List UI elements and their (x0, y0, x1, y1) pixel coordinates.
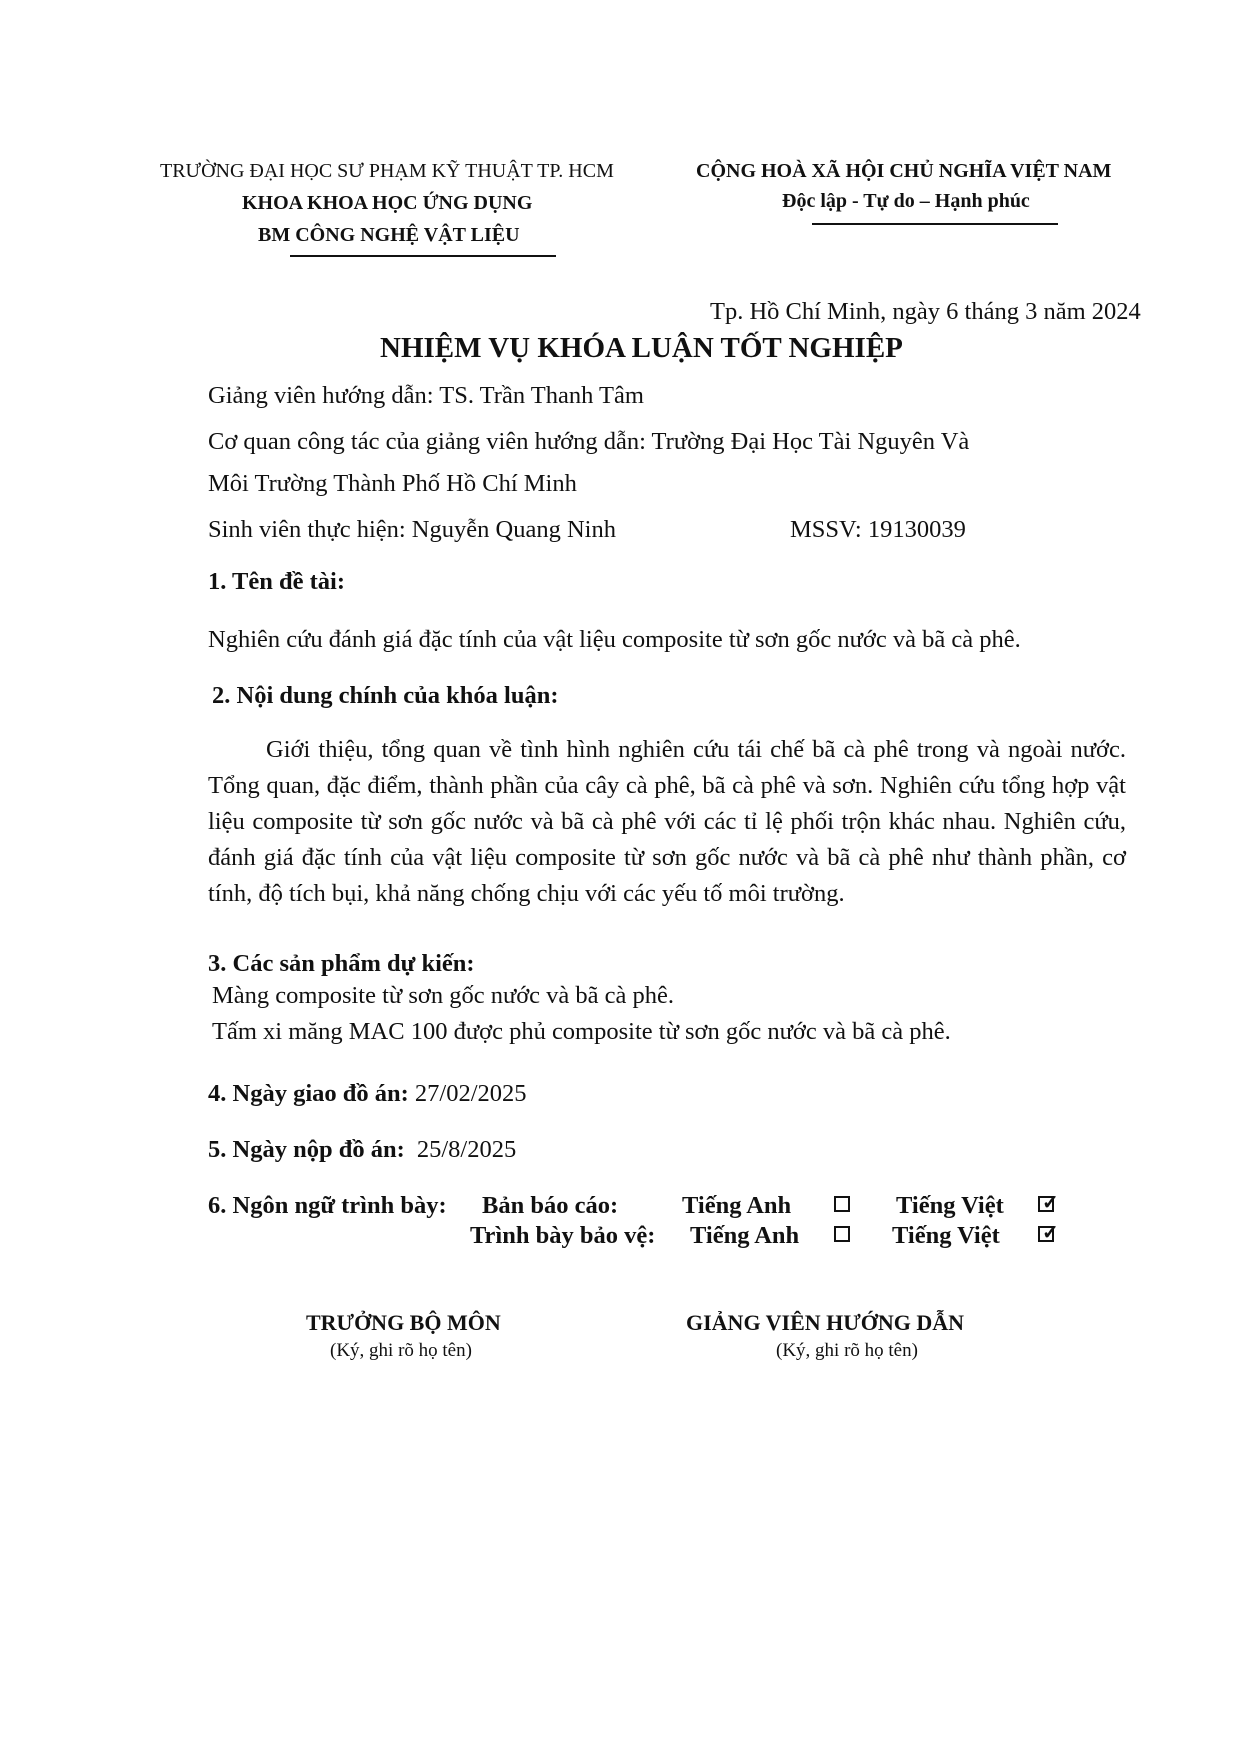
supervisor-signature-title: GIẢNG VIÊN HƯỚNG DẪN (686, 1310, 965, 1335)
faculty-name: KHOA KHOA HỌC ỨNG DỤNG (242, 192, 533, 214)
country-name: CỘNG HOÀ XÃ HỘI CHỦ NGHĨA VIỆT NAM (696, 160, 1112, 182)
university-name: TRƯỜNG ĐẠI HỌC SƯ PHẠM KỸ THUẬT TP. HCM (160, 160, 614, 182)
defense-english-label: Tiếng Anh (690, 1222, 800, 1249)
section-5-line (208, 1136, 516, 1164)
defense-language-label: Trình bày bảo vệ: (470, 1222, 656, 1249)
section-2-heading: 2. Nội dung chính của khóa luận: (212, 682, 559, 709)
defense-vietnamese-label: Tiếng Việt (892, 1222, 1000, 1249)
defense-english-checkbox[interactable] (834, 1226, 850, 1242)
department-name: BM CÔNG NGHỆ VẬT LIỆU (258, 224, 520, 246)
section-5-label: 5. Ngày nộp đồ án: (208, 1136, 405, 1163)
report-english-label: Tiếng Anh (682, 1192, 792, 1219)
department-head-title: TRƯỞNG BỘ MÔN (306, 1310, 501, 1335)
section-3-item-2: Tấm xi măng MAC 100 được phủ composite từ sơn gốc nước và bã cà phê. (212, 1018, 951, 1045)
country-motto: Độc lập - Tự do – Hạnh phúc (782, 190, 1030, 212)
workplace-line-2: Môi Trường Thành Phố Hồ Chí Minh (208, 470, 577, 497)
supervisor-line: Giảng viên hướng dẫn: TS. Trần Thanh Tâm (208, 382, 644, 409)
report-language-label: Bản báo cáo: (482, 1192, 619, 1219)
defense-vietnamese-checkbox[interactable] (1038, 1222, 1059, 1244)
header-right-divider (812, 223, 1058, 225)
section-1-heading: 1. Tên đề tài: (208, 568, 346, 595)
section-3-heading: 3. Các sản phẩm dự kiến: (208, 950, 475, 977)
student-id: MSSV: 19130039 (790, 516, 966, 543)
section-2-text: Giới thiệu, tổng quan về tình hình nghiên cứu tái chế bã cà phê trong và ngoài nước. Tổng quan, đặc điểm, thành phần của cây cà phê, bã cà phê và sơn. Nghiên cứu tổng hợp vật liệu composite từ sơn gốc nước và bã cà phê với các tỉ lệ phối trộn khác nhau. Nghiên cứu, đánh giá đặc tính của vật liệu composite từ sơn gốc nước và bã cà phê như thành phần, cơ tính, độ tích bụi, khả năng chống chịu với các yếu tố môi trường. (208, 736, 1126, 907)
department-head-note: (Ký, ghi rõ họ tên) (330, 1340, 472, 1361)
document-title: NHIỆM VỤ KHÓA LUẬN TỐT NGHIỆP (380, 332, 903, 364)
section-6-label: 6. Ngôn ngữ trình bày: (208, 1192, 447, 1219)
section-4-label: 4. Ngày giao đồ án: (208, 1080, 409, 1107)
supervisor-signature-note: (Ký, ghi rõ họ tên) (776, 1340, 918, 1361)
date-line: Tp. Hồ Chí Minh, ngày 6 tháng 3 năm 2024 (710, 298, 1141, 325)
section-3-item-1: Màng composite từ sơn gốc nước và bã cà phê. (212, 982, 675, 1009)
report-english-checkbox[interactable] (834, 1196, 850, 1212)
section-5-value: 25/8/2025 (416, 1136, 517, 1163)
header-left-divider (290, 255, 556, 257)
section-1-text: Nghiên cứu đánh giá đặc tính của vật liệu composite từ sơn gốc nước và bã cà phê. (208, 626, 1021, 653)
section-4-value: 27/02/2025 (414, 1080, 527, 1107)
checkmark-icon: ✓ (1042, 1192, 1059, 1214)
report-vietnamese-label: Tiếng Việt (896, 1192, 1004, 1219)
student-line: Sinh viên thực hiện: Nguyễn Quang Ninh (208, 516, 616, 543)
workplace-line-1: Cơ quan công tác của giảng viên hướng dẫn: Trường Đại Học Tài Nguyên Và (208, 428, 970, 455)
report-vietnamese-checkbox[interactable] (1038, 1192, 1059, 1214)
checkmark-icon: ✓ (1042, 1222, 1059, 1244)
section-4-line (208, 1080, 527, 1108)
